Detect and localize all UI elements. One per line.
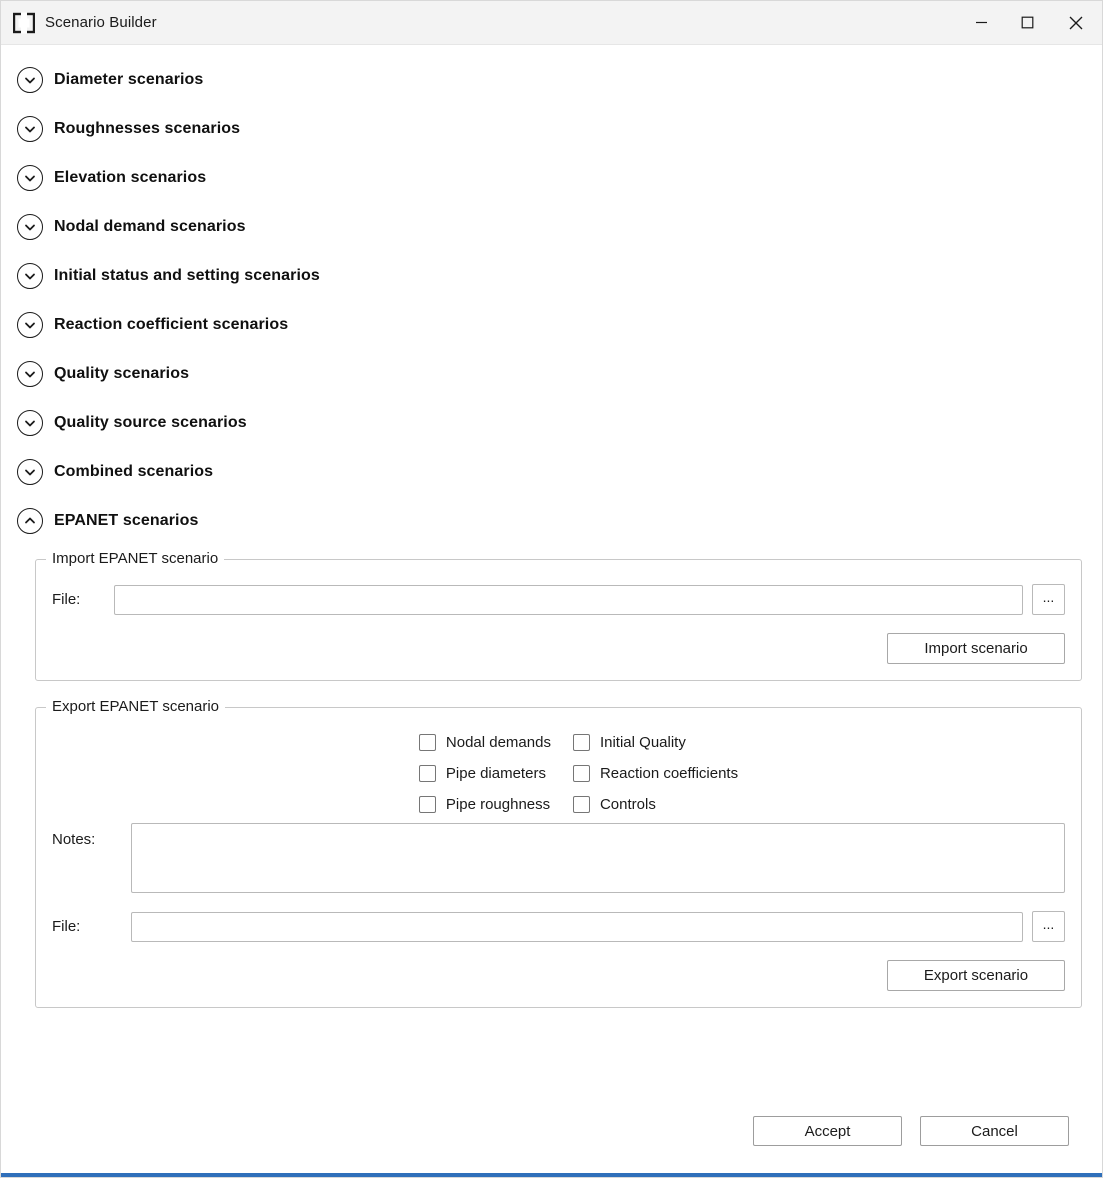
chevron-down-icon[interactable]	[17, 459, 43, 485]
accordion-label: Combined scenarios	[54, 462, 214, 480]
checkbox-label: Initial Quality	[599, 734, 686, 751]
checkbox-box[interactable]	[573, 734, 590, 751]
accordion-reaction-coefficient-scenarios[interactable]	[17, 300, 1086, 349]
chevron-down-icon[interactable]	[17, 312, 43, 338]
export-epanet-scenario-group	[35, 698, 1082, 1008]
import-file-row	[52, 584, 1065, 615]
export-file-row	[52, 911, 1065, 942]
window-controls	[958, 1, 1102, 45]
export-notes-input[interactable]	[131, 823, 1065, 893]
checkbox-label: Nodal demands	[445, 734, 551, 751]
minimize-button[interactable]	[958, 1, 1004, 45]
import-browse-button[interactable]: ...	[1032, 584, 1065, 615]
checkbox-pipe-diameters[interactable]	[419, 765, 551, 782]
checkbox-label: Controls	[599, 796, 656, 813]
chevron-down-icon[interactable]	[17, 263, 43, 289]
window-title: Scenario Builder	[45, 14, 157, 31]
checkbox-reaction-coefficients[interactable]	[573, 765, 738, 782]
chevron-down-icon[interactable]	[17, 214, 43, 240]
accordion-diameter-scenarios[interactable]	[17, 55, 1086, 104]
chevron-down-icon[interactable]	[17, 116, 43, 142]
dialog-content	[1, 45, 1102, 1177]
import-group-legend: Import EPANET scenario	[46, 550, 224, 567]
import-action-row	[52, 633, 1065, 664]
checkbox-box[interactable]	[419, 796, 436, 813]
import-file-input[interactable]	[114, 585, 1023, 615]
checkbox-label: Pipe roughness	[445, 796, 551, 813]
accordion-label: Nodal demand scenarios	[54, 217, 246, 235]
accordion-quality-source-scenarios[interactable]	[17, 398, 1086, 447]
export-group-legend: Export EPANET scenario	[46, 698, 225, 715]
accordion-label: Quality scenarios	[54, 364, 190, 382]
checkbox-label: Pipe diameters	[445, 765, 546, 782]
accordion-elevation-scenarios[interactable]	[17, 153, 1086, 202]
checkbox-box[interactable]	[419, 765, 436, 782]
chevron-down-icon[interactable]	[17, 410, 43, 436]
accordion-combined-scenarios[interactable]	[17, 447, 1086, 496]
dialog-footer	[1, 1105, 1102, 1177]
export-action-row	[52, 960, 1065, 991]
checkbox-pipe-roughness[interactable]	[419, 796, 551, 813]
chevron-up-icon[interactable]	[17, 508, 43, 534]
accent-bar	[1, 1173, 1102, 1177]
chevron-down-icon[interactable]	[17, 361, 43, 387]
import-scenario-button[interactable]: Import scenario	[887, 633, 1065, 664]
export-options-grid	[52, 734, 1065, 813]
accordion-label: Initial status and setting scenarios	[54, 266, 320, 284]
export-notes-row	[52, 823, 1065, 893]
chevron-down-icon[interactable]	[17, 165, 43, 191]
maximize-button[interactable]	[1004, 1, 1050, 45]
accordion-label: Elevation scenarios	[54, 168, 207, 186]
accordion-label: Diameter scenarios	[54, 70, 204, 88]
checkbox-box[interactable]	[419, 734, 436, 751]
close-button[interactable]	[1050, 1, 1102, 45]
title-bar	[1, 1, 1102, 45]
accordion-label: Reaction coefficient scenarios	[54, 315, 289, 333]
export-file-label: File:	[52, 918, 81, 935]
checkbox-controls[interactable]	[573, 796, 738, 813]
checkbox-initial-quality[interactable]	[573, 734, 738, 751]
accordion-roughnesses-scenarios[interactable]	[17, 104, 1086, 153]
accept-button[interactable]: Accept	[753, 1116, 902, 1146]
chevron-down-icon[interactable]	[17, 67, 43, 93]
accordion-epanet-scenarios[interactable]	[17, 496, 1086, 545]
checkbox-label: Reaction coefficients	[599, 765, 739, 782]
export-scenario-button[interactable]: Export scenario	[887, 960, 1065, 991]
checkbox-nodal-demands[interactable]	[419, 734, 551, 751]
app-window-icon	[13, 12, 35, 34]
accordion-initial-status-and-setting-scenarios[interactable]	[17, 251, 1086, 300]
accordion-label: Quality source scenarios	[54, 413, 247, 431]
export-notes-label: Notes:	[52, 831, 96, 848]
checkbox-box[interactable]	[573, 765, 590, 782]
accordion-label: EPANET scenarios	[54, 511, 199, 529]
import-file-label: File:	[52, 591, 81, 608]
export-file-input[interactable]	[131, 912, 1023, 942]
accordion-label: Roughnesses scenarios	[54, 119, 241, 137]
export-browse-button[interactable]: ...	[1032, 911, 1065, 942]
accordion-quality-scenarios[interactable]	[17, 349, 1086, 398]
accordion-nodal-demand-scenarios[interactable]	[17, 202, 1086, 251]
import-epanet-scenario-group	[35, 550, 1082, 681]
cancel-button[interactable]: Cancel	[920, 1116, 1069, 1146]
checkbox-box[interactable]	[573, 796, 590, 813]
